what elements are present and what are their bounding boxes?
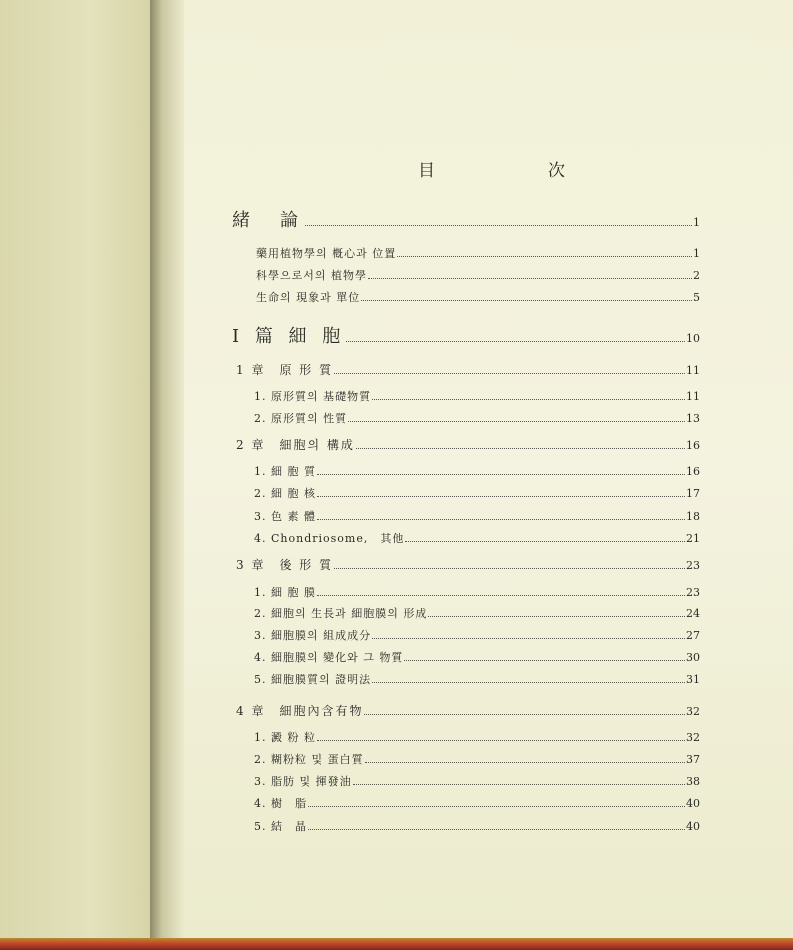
toc-label: 2. 細 胞 核 bbox=[254, 487, 316, 500]
toc-label: 科學으로서의 植物學 bbox=[256, 269, 367, 282]
leader-dots bbox=[348, 413, 685, 422]
toc-entry-introduction bbox=[232, 206, 700, 232]
toc-page-number: 32 bbox=[686, 731, 700, 744]
leader-dots bbox=[364, 706, 685, 715]
toc-entry bbox=[254, 751, 700, 767]
toc-label: 2. 細胞의 生長과 細胞膜의 形成 bbox=[254, 607, 428, 620]
toc-page-number: 27 bbox=[686, 629, 700, 642]
book-gutter bbox=[150, 0, 184, 940]
toc-page-number: 24 bbox=[686, 607, 700, 620]
toc-entry-chapter bbox=[236, 556, 700, 573]
toc-label: 1. 原形質의 基礎物質 bbox=[254, 390, 372, 403]
toc-label: 4. Chondriosome, 其他 bbox=[254, 532, 405, 545]
leader-dots bbox=[334, 365, 685, 374]
leader-dots bbox=[334, 560, 685, 569]
toc-label: 藥用植物學의 槪心과 位置 bbox=[256, 247, 397, 260]
leader-dots bbox=[428, 608, 685, 617]
toc-label: 1. 澱 粉 粒 bbox=[254, 731, 316, 744]
leader-dots bbox=[397, 248, 692, 257]
leader-dots bbox=[353, 776, 685, 785]
toc-page-number: 40 bbox=[686, 820, 700, 833]
leader-dots bbox=[368, 270, 692, 279]
toc-page-number: 13 bbox=[686, 412, 700, 425]
leader-dots bbox=[317, 488, 685, 497]
leader-dots bbox=[404, 652, 685, 661]
toc-entry bbox=[254, 463, 700, 479]
toc-entry bbox=[254, 773, 700, 789]
toc-label: 5. 細胞膜質의 證明法 bbox=[254, 673, 372, 686]
toc-page-number: 31 bbox=[686, 673, 700, 686]
toc-entry bbox=[254, 508, 700, 524]
toc-entry-chapter bbox=[236, 702, 700, 719]
leader-dots bbox=[372, 630, 685, 639]
toc-entry bbox=[254, 584, 700, 600]
leader-dots bbox=[317, 511, 685, 520]
toc-entry bbox=[254, 649, 700, 665]
leader-dots bbox=[346, 333, 685, 342]
toc-entry-chapter bbox=[236, 436, 700, 453]
toc-entry bbox=[254, 605, 700, 621]
toc-label: I 篇 細 胞 bbox=[232, 326, 346, 347]
toc-label: 生命의 現象과 單位 bbox=[256, 291, 361, 304]
toc-entry bbox=[254, 671, 700, 687]
toc-label: 2. 糊粉粒 및 蛋白質 bbox=[254, 753, 364, 766]
leader-dots bbox=[317, 587, 685, 596]
toc-entry-chapter bbox=[236, 361, 700, 378]
toc-page-number: 30 bbox=[686, 651, 700, 664]
toc-page-number: 16 bbox=[686, 439, 700, 452]
toc-label: 3 章 後 形 質 bbox=[236, 558, 334, 572]
left-page bbox=[0, 0, 152, 940]
toc-entry bbox=[254, 627, 700, 643]
toc-page-number: 38 bbox=[686, 775, 700, 788]
toc-label: 4. 樹 脂 bbox=[254, 797, 307, 810]
toc-label: 2 章 細胞의 構成 bbox=[236, 438, 355, 452]
toc-label: 緒 論 bbox=[232, 210, 304, 231]
leader-dots bbox=[365, 754, 685, 763]
leader-dots bbox=[356, 440, 685, 449]
toc-label: 1. 細 胞 膜 bbox=[254, 586, 316, 599]
toc-entry bbox=[256, 245, 700, 261]
toc-entry bbox=[256, 289, 700, 305]
toc-label: 1 章 原 形 質 bbox=[236, 363, 334, 377]
toc-page-number: 11 bbox=[686, 390, 700, 403]
toc-page-number: 11 bbox=[686, 364, 700, 377]
toc-entry bbox=[254, 729, 700, 745]
toc-entry bbox=[254, 410, 700, 426]
toc-entry bbox=[256, 267, 700, 283]
toc-page-number: 10 bbox=[686, 332, 700, 345]
page-title: 目 次 bbox=[418, 161, 613, 181]
toc-page-number: 16 bbox=[686, 465, 700, 478]
toc-page-number: 18 bbox=[686, 510, 700, 523]
toc-label: 4 章 細胞內含有物 bbox=[236, 704, 364, 718]
toc-page-number: 1 bbox=[693, 216, 700, 229]
toc-page-number: 21 bbox=[686, 532, 700, 545]
toc-entry bbox=[254, 485, 700, 501]
leader-dots bbox=[317, 466, 685, 475]
toc-label: 4. 細胞膜의 變化와 그 物質 bbox=[254, 651, 404, 664]
toc-page-number: 1 bbox=[693, 247, 700, 260]
toc-entry bbox=[254, 530, 700, 546]
leader-dots bbox=[317, 732, 685, 741]
toc-label: 5. 結 晶 bbox=[254, 820, 307, 833]
leader-dots bbox=[405, 533, 685, 542]
toc-entry bbox=[254, 388, 700, 404]
page-edge bbox=[0, 938, 793, 950]
toc-page-number: 23 bbox=[686, 559, 700, 572]
toc-label: 3. 脂肪 및 揮發油 bbox=[254, 775, 352, 788]
leader-dots bbox=[372, 391, 685, 400]
toc-page-number: 32 bbox=[686, 705, 700, 718]
toc-page-number: 40 bbox=[686, 797, 700, 810]
leader-dots bbox=[372, 674, 685, 683]
leader-dots bbox=[305, 217, 692, 226]
toc-entry-part bbox=[232, 322, 700, 348]
toc-label: 3. 細胞膜의 組成成分 bbox=[254, 629, 372, 642]
leader-dots bbox=[308, 821, 685, 830]
leader-dots bbox=[308, 798, 685, 807]
toc-entry bbox=[254, 818, 700, 834]
toc-label: 3. 色 素 體 bbox=[254, 510, 316, 523]
toc-label: 1. 細 胞 質 bbox=[254, 465, 316, 478]
toc-page-number: 23 bbox=[686, 586, 700, 599]
toc-page-number: 17 bbox=[686, 487, 700, 500]
toc-page-number: 37 bbox=[686, 753, 700, 766]
toc-entry bbox=[254, 795, 700, 811]
toc-page-number: 5 bbox=[693, 291, 700, 304]
leader-dots bbox=[361, 292, 692, 301]
toc-label: 2. 原形質의 性質 bbox=[254, 412, 348, 425]
toc-page-number: 2 bbox=[693, 269, 700, 282]
